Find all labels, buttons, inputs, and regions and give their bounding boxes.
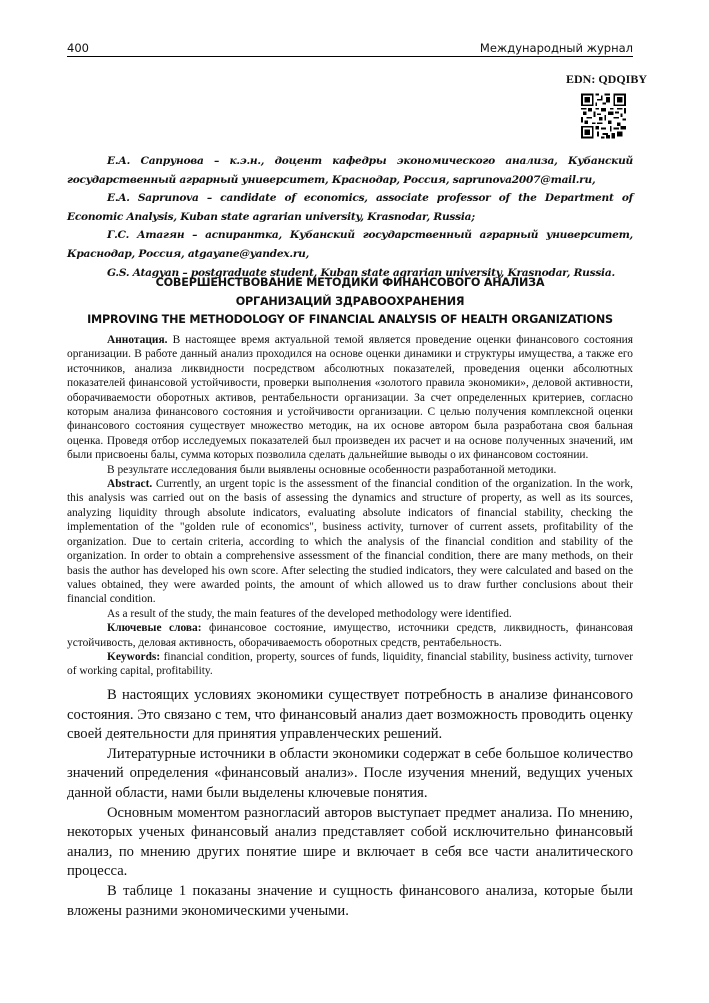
abstract-ru-text: В настоящее время актуальной темой является проведение оценки финансового состояния организации. В работе данный анализ проходился на основе оценки динамики и структуры имущества, а также его источников, анализа ликвидности посредством абсолютных показателей, проведения оценки абсолютных показателей финансовой устойчивости, проверки выполнения «золотого правила экономики», деловой активности, оборачиваемости оборотных активов, рентабельности организации. За счет определенных критериев, согласно которым анализа финансового состояния и устойчивости организации. С целью получения комплексной оценки финансового состояния существует множество методик, на их основе автором была разработана своя бальная оценка. Проведя отбор исследуемых показателей был произведен их расчет и на основе полученных значений, им были присвоены балы, сумма которых позволила сделать дальнейшие выводы о их финансовом состоянии. (67, 334, 633, 462)
article-title (67, 274, 633, 330)
body-text (67, 686, 633, 921)
abstract-block (67, 333, 633, 679)
journal-name: Международный журнал (479, 41, 633, 55)
edn-label: EDN: QDQIBY (565, 72, 647, 86)
author-affiliations (67, 152, 633, 282)
body-paragraph-4: В таблице 1 показаны значение и сущность финансового анализа, которые были вложены разними экономическими учеными. (67, 882, 633, 919)
author-1-ru: Е.А. Сапрунова – к.э.н., доцент кафедры экономического анализа, Кубанский государственный аграрный университет, Краснодар, Россия, saprunova2007@mail.ru, (67, 155, 633, 186)
keywords-ru-text: финансовое состояние, имущество, источники средств, ликвидность, финансовая устойчивость, деловая активность, оборачиваемость оборотных средств, рентабельность. (67, 622, 633, 649)
author-2-en: G.S. Atagyan – postgraduate student, Kuban state agrarian university, Krasnodar, Russia. (107, 266, 615, 279)
title-ru-line-1: СОВЕРШЕНСТВОВАНИЕ МЕТОДИКИ ФИНАНСОВОГО АНАЛИЗА (155, 276, 545, 289)
abstract-en-text: Currently, an urgent topic is the assessment of the financial condition of the organization. In the work, this analysis was carried out on the basis of assessing the dynamics and structure of property, as well as its sources, analyzing liquidity through absolute indicators, evaluating absolute indicators of financial stability, checking the implementation of the "golden rule of economics", business activity, turnover of current assets, profitability of the organization. Due to certain criteria, according to which the analysis of the financial condition and stability of the organization. In order to obtain a comprehensive assessment of the financial condition, there are many methods, on their basis the author has developed his own score. After selecting the studied indicators, they were calculated and based on the values obtained, they were awarded points, the amount of which allowed us to draw further conclusions about their financial condition. (67, 478, 633, 606)
abstract-ru-label: Аннотация. (107, 334, 168, 346)
body-paragraph-1: В настоящих условиях экономики существует потребность в анализе финансового состояния. Это связано с тем, что финансовый анализ дает возможность проводить оценку своей деятельности для принятия управленческих решений. (67, 687, 633, 743)
keywords-en-text: financial condition, property, sources of funds, liquidity, financial stability, business activity, turnover of working capital, profitability. (67, 650, 633, 678)
title-en: IMPROVING THE METHODOLOGY OF FINANCIAL ANALYSIS OF HEALTH ORGANIZATIONS (87, 313, 613, 326)
page-number: 400 (67, 41, 89, 55)
body-paragraph-2: Литературные источники в области экономики содержат в себе большое количество значений определения «финансовый анализ». После изучения мнений, ведущих ученых данной области, нами были выделены ключевые понятия. (67, 745, 633, 801)
keywords-en-label: Keywords: (107, 650, 161, 663)
author-1-en: E.A. Saprunova – candidate of economics, associate professor of the Department of Economic Analysis, Kuban state agrarian university, Krasnodar, Russia; (67, 192, 633, 223)
abstract-en-label: Abstract. (107, 478, 153, 491)
abstract-en-result: As a result of the study, the main features of the developed methodology were identified. (107, 607, 512, 620)
keywords-en (67, 650, 633, 679)
title-ru-line-2: ОРГАНИЗАЦИЙ ЗДРАВООХРАНЕНИЯ (235, 294, 465, 308)
author-2-ru: Г.С. Атагян – аспирантка, Кубанский государственный аграрный университет, Краснодар, Россия, atgayane@yandex.ru, (67, 229, 633, 260)
keywords-ru-label: Ключевые слова: (107, 622, 202, 635)
running-header (67, 42, 633, 57)
keywords-ru (67, 621, 633, 650)
body-paragraph-3: Основным моментом разногласий авторов выступает предмет анализа. По мнению, некоторых ученых финансовый анализ представляет собой исключительно финансовый анализ, по мнению других понятие шире и включает в себя все части аналитического процесса. (67, 804, 633, 880)
qr-code-icon (581, 93, 626, 139)
abstract-ru (67, 333, 633, 463)
abstract-ru-result: В результате исследования были выявлены основные особенности разработанной методики. (107, 463, 557, 476)
abstract-en (67, 477, 633, 607)
